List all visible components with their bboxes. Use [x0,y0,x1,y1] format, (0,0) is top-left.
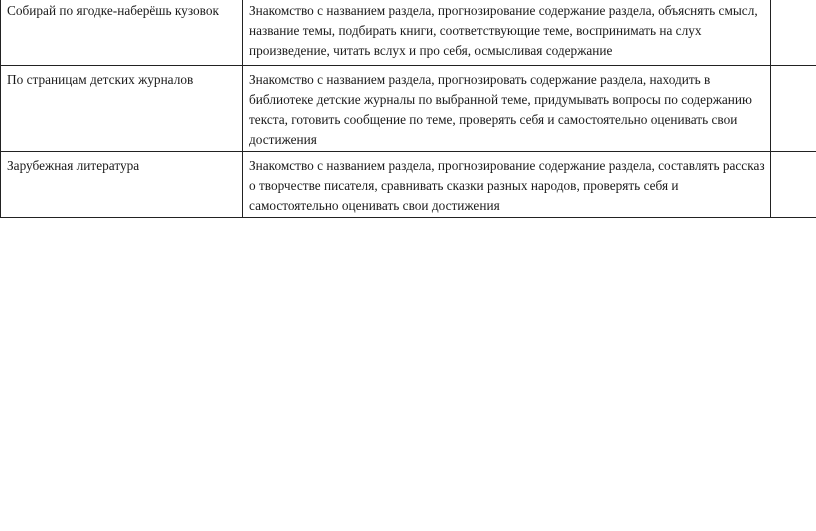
description-cell: Знакомство с названием раздела, прогнозирование содержание раздела, объяснять смысл, название темы, подбирать книги, соответствующие теме, воспринимать на слух произведение, читать вслух и про себя, осмысливая содержание [243,0,771,66]
description-cell: Знакомство с названием раздела, прогнозирование содержание раздела, составлять рассказ о творчестве писателя, сравнивать сказки разных народов, проверять себя и самостоятельно оценивать свои достижения [243,152,771,218]
table-row [1,0,816,66]
description-cell: Знакомство с названием раздела, прогнозировать содержание раздела, находить в библиотеке детские журналы по выбранной теме, придумывать вопросы по содержанию текста, готовить сообщение по теме, проверять себя и самостоятельно оценивать свои достижения [243,66,771,152]
topic-cell: Собирай по ягодке-наберёшь кузовок [1,0,243,66]
topic-cell: Зарубежная литература [1,152,243,218]
empty-cell [771,152,816,218]
table-row [1,152,816,218]
empty-cell [771,0,816,66]
topic-cell: По страницам детских журналов [1,66,243,152]
curriculum-table [0,0,816,218]
empty-cell [771,66,816,152]
table-row [1,66,816,152]
